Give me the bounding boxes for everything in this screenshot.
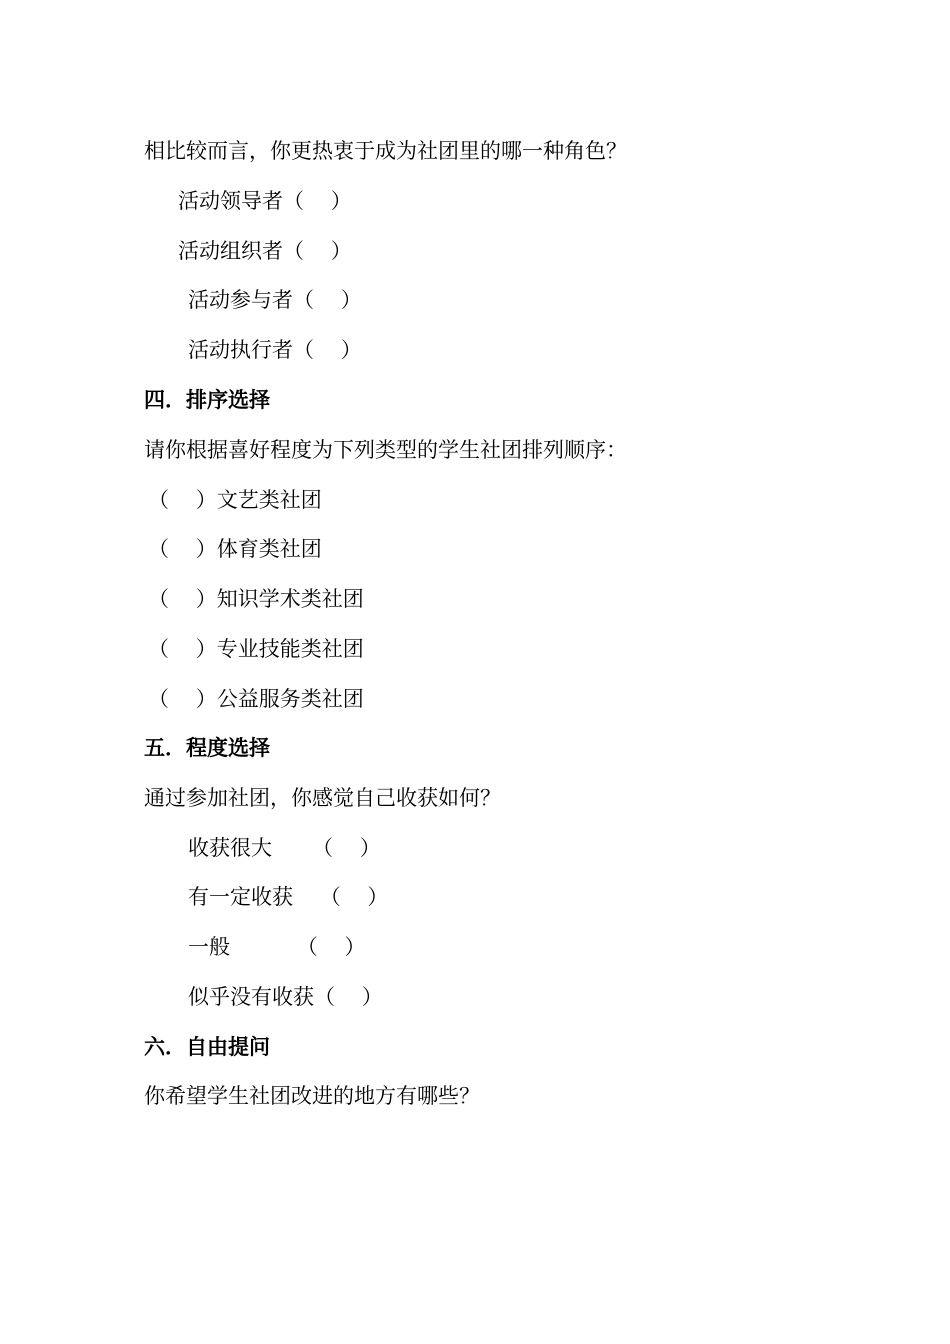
option-activity-participant: 活动参与者（ ） [188, 288, 362, 312]
section-heading-free-question: 六．自由提问 [144, 1035, 270, 1059]
question-ranking: 请你根据喜好程度为下列类型的学生社团排列顺序： [144, 438, 627, 462]
section-heading-degree: 五．程度选择 [144, 736, 270, 760]
option-sports-club: （ ）体育类社团 [148, 537, 322, 561]
option-gain-great: 收获很大 （ ） [188, 836, 381, 860]
option-activity-executor: 活动执行者（ ） [188, 338, 362, 362]
question-improvement: 你希望学生社团改进的地方有哪些？ [144, 1084, 480, 1108]
option-public-service-club: （ ）公益服务类社团 [148, 687, 364, 711]
option-gain-average: 一般 （ ） [188, 935, 366, 959]
option-activity-organizer: 活动组织者（ ） [178, 239, 352, 263]
option-activity-leader: 活动领导者（ ） [178, 189, 352, 213]
section-heading-ranking: 四．排序选择 [144, 388, 270, 412]
question-gain: 通过参加社团，你感觉自己收获如何？ [144, 786, 501, 810]
option-gain-none: 似乎没有收获（ ） [188, 985, 383, 1009]
option-academic-club: （ ）知识学术类社团 [148, 587, 364, 611]
option-skills-club: （ ）专业技能类社团 [148, 637, 364, 661]
option-gain-some: 有一定收获 （ ） [188, 885, 389, 909]
option-arts-club: （ ）文艺类社团 [148, 488, 322, 512]
question-role: 相比较而言，你更热衷于成为社团里的哪一种角色？ [144, 139, 627, 163]
